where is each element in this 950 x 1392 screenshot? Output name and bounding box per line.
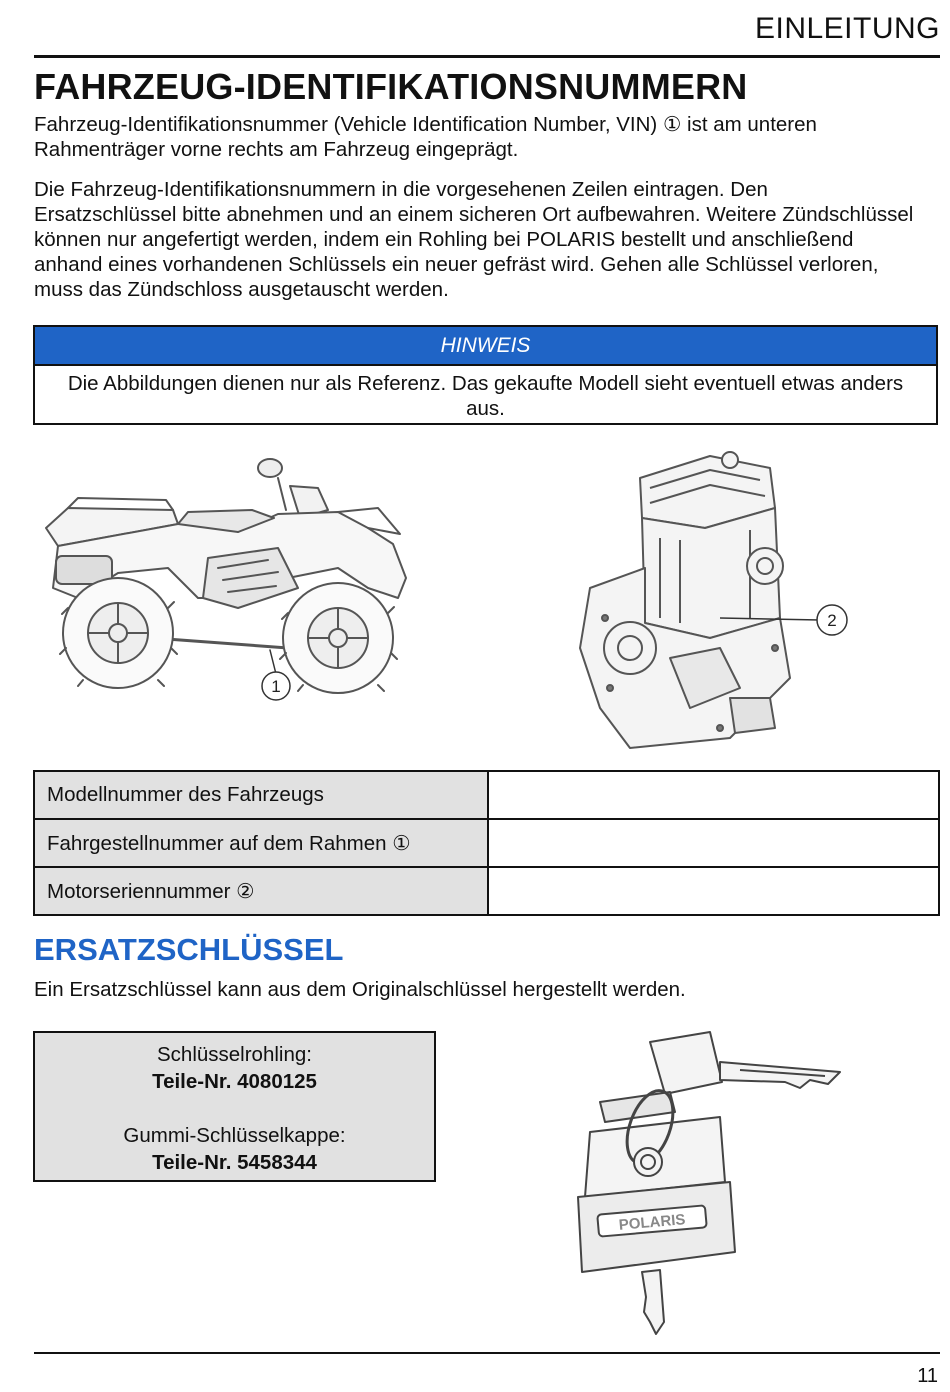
vin-location-paragraph: Fahrzeug-Identifikationsnummer (Vehicle Identification Number, VIN) ① ist am unteren Rahmenträger vorne rechts am Fahrzeug eingeprägt. — [34, 113, 817, 161]
model-number-label: Modellnummer des Fahrzeugs — [34, 771, 488, 819]
key-cap-label: Gummi-Schlüsselkappe: — [123, 1124, 346, 1147]
key-blank-label: Schlüsselrohling: — [157, 1043, 312, 1066]
model-number-value[interactable] — [488, 771, 939, 819]
engine-serial-label: Motorseriennummer ② — [34, 867, 488, 915]
engine-illustration — [570, 448, 870, 758]
section-label: EINLEITUNG — [754, 12, 940, 45]
table-row — [34, 819, 939, 867]
atv-illustration — [38, 448, 418, 748]
table-row — [34, 867, 939, 915]
engine-callout-number: 2 — [827, 611, 837, 630]
frame-vin-label: Fahrgestellnummer auf dem Rahmen ① — [34, 819, 488, 867]
identification-table — [33, 770, 940, 916]
key-illustration — [560, 1022, 860, 1342]
footer-divider — [34, 1352, 940, 1354]
key-brand-logo: POLARIS — [618, 1211, 687, 1234]
spare-key-heading: ERSATZSCHLÜSSEL — [34, 932, 344, 967]
atv-callout-number: 1 — [271, 677, 281, 696]
parts-info-box — [33, 1031, 436, 1182]
notice-heading: HINWEIS — [35, 327, 936, 366]
engine-serial-value[interactable] — [488, 867, 939, 915]
spare-key-paragraph: Ein Ersatzschlüssel kann aus dem Originalschlüssel hergestellt werden. — [34, 978, 686, 1001]
notice-text: Die Abbildungen dienen nur als Referenz. Das gekaufte Modell sieht eventuell etwas anders aus. — [67, 372, 904, 420]
table-row — [34, 771, 939, 819]
page-number: 11 — [917, 1365, 938, 1387]
header-divider — [34, 55, 940, 58]
key-blank-part-number: Teile-Nr. 4080125 — [152, 1070, 317, 1093]
frame-vin-value[interactable] — [488, 819, 939, 867]
notice-box — [33, 325, 938, 425]
vin-instructions-paragraph: Die Fahrzeug-Identifikationsnummern in die vorgesehenen Zeilen eintragen. Den Ersatzschlüssel bitte abnehmen und an einem sicheren Ort aufbewahren. Weitere Zündschlüssel können nur angefertigt werden, indem ein Rohling bei POLARIS bestellt und anschließend anhand eines vorhandenen Schlüssels ein neuer gefräst wird. Gehen alle Schlüssel verloren, muss das Zündschloss ausgetauscht werden. — [34, 178, 914, 301]
page-title: FAHRZEUG-IDENTIFIKATIONSNUMMERN — [34, 66, 748, 107]
key-cap-part-number: Teile-Nr. 5458344 — [152, 1151, 317, 1174]
